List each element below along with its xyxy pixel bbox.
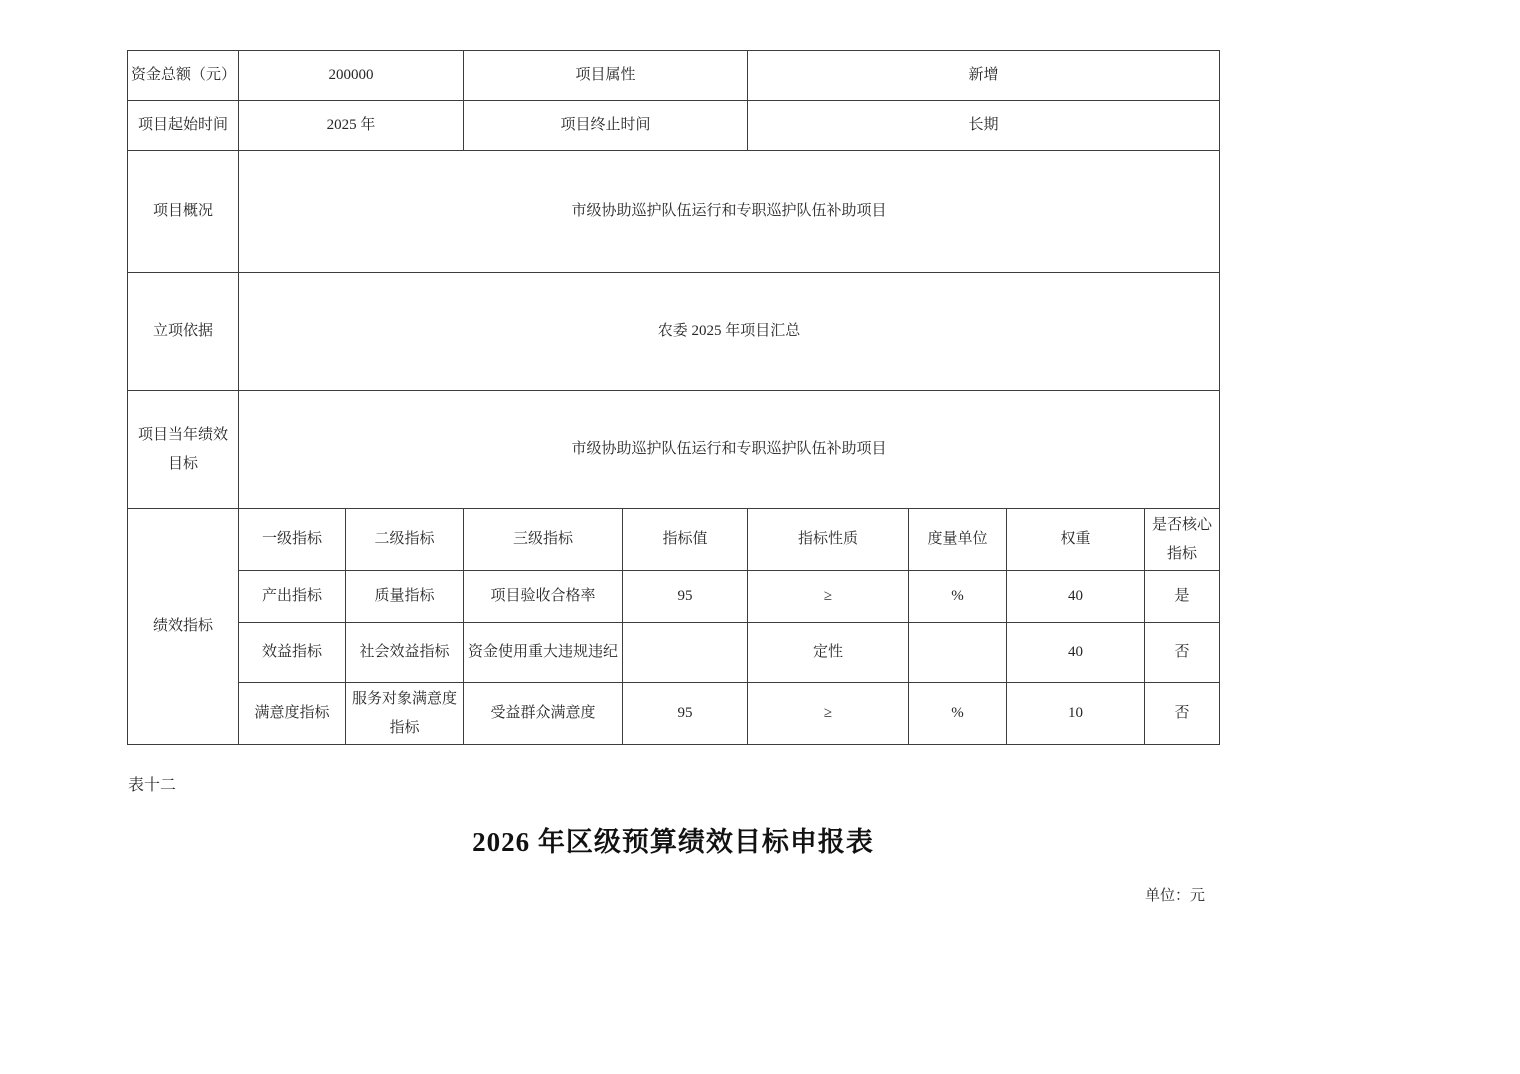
table-row — [128, 51, 1220, 101]
header-weight: 权重 — [1007, 509, 1145, 571]
header-level2-indicator: 二级指标 — [346, 509, 464, 571]
project-attribute-label: 项目属性 — [464, 51, 748, 101]
table-row — [128, 391, 1220, 509]
indicator-level3-cell: 资金使用重大违规违纪 — [464, 623, 623, 683]
indicator-level3-cell: 受益群众满意度 — [464, 683, 623, 745]
indicator-row-output — [128, 571, 1220, 623]
performance-indicators-label: 绩效指标 — [128, 509, 239, 745]
indicator-weight-cell: 10 — [1007, 683, 1145, 745]
indicator-level2-cell: 服务对象满意度指标 — [346, 683, 464, 745]
indicator-row-satisfaction — [128, 683, 1220, 745]
project-basis-label: 立项依据 — [128, 273, 239, 391]
indicator-unit-cell — [909, 623, 1007, 683]
project-basis-value: 农委 2025 年项目汇总 — [239, 273, 1220, 391]
header-measure-unit: 度量单位 — [909, 509, 1007, 571]
header-indicator-nature: 指标性质 — [748, 509, 909, 571]
unit-label: 单位：元 — [1144, 888, 1205, 904]
project-overview-value: 市级协助巡护队伍运行和专职巡护队伍补助项目 — [239, 151, 1220, 273]
indicator-unit-cell: % — [909, 571, 1007, 623]
annual-target-label: 项目当年绩效目标 — [128, 391, 239, 509]
table-row — [128, 273, 1220, 391]
funds-total-label: 资金总额（元） — [128, 51, 239, 101]
project-start-value: 2025 年 — [239, 101, 464, 151]
indicator-level2-cell: 质量指标 — [346, 571, 464, 623]
indicator-level1-cell: 产出指标 — [239, 571, 346, 623]
indicator-core-cell: 否 — [1145, 623, 1220, 683]
indicator-level2-cell: 社会效益指标 — [346, 623, 464, 683]
indicator-level3-cell: 项目验收合格率 — [464, 571, 623, 623]
indicator-weight-cell: 40 — [1007, 571, 1145, 623]
indicator-nature-cell: ≥ — [748, 571, 909, 623]
table-row — [128, 101, 1220, 151]
table-caption: 表十二 — [128, 777, 177, 794]
funds-total-value: 200000 — [239, 51, 464, 101]
indicator-header-row — [128, 509, 1220, 571]
header-level3-indicator: 三级指标 — [464, 509, 623, 571]
indicator-core-cell: 是 — [1145, 571, 1220, 623]
header-core-indicator: 是否核心指标 — [1145, 509, 1220, 571]
indicator-value-cell — [623, 623, 748, 683]
header-indicator-value: 指标值 — [623, 509, 748, 571]
indicator-level1-cell: 满意度指标 — [239, 683, 346, 745]
annual-target-value: 市级协助巡护队伍运行和专职巡护队伍补助项目 — [239, 391, 1220, 509]
page-title: 2026 年区级预算绩效目标申报表 — [472, 827, 874, 857]
indicator-level1-cell: 效益指标 — [239, 623, 346, 683]
project-attribute-value: 新增 — [748, 51, 1220, 101]
indicator-row-benefit — [128, 623, 1220, 683]
indicator-value-cell: 95 — [623, 683, 748, 745]
indicator-value-cell: 95 — [623, 571, 748, 623]
project-overview-label: 项目概况 — [128, 151, 239, 273]
indicator-unit-cell: % — [909, 683, 1007, 745]
project-info-table — [127, 50, 1220, 745]
indicator-core-cell: 否 — [1145, 683, 1220, 745]
project-end-label: 项目终止时间 — [464, 101, 748, 151]
header-level1-indicator: 一级指标 — [239, 509, 346, 571]
table-row — [128, 151, 1220, 273]
indicator-nature-cell: 定性 — [748, 623, 909, 683]
project-end-value: 长期 — [748, 101, 1220, 151]
indicator-nature-cell: ≥ — [748, 683, 909, 745]
indicator-weight-cell: 40 — [1007, 623, 1145, 683]
project-start-label: 项目起始时间 — [128, 101, 239, 151]
